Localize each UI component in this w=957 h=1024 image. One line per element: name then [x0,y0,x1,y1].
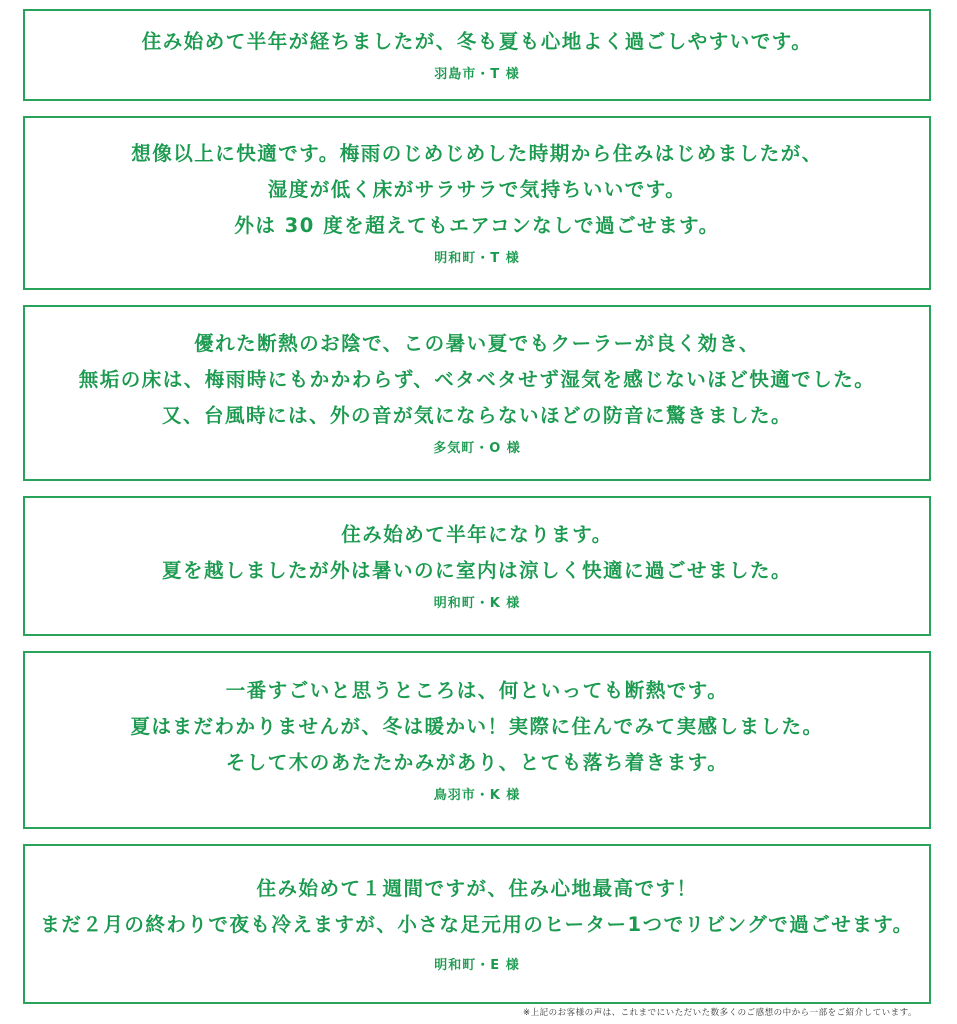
testimonial-line: そして木のあたたかみがあり、とても落ち着きます。 [225,751,729,774]
testimonial-line: 湿度が低く床がサラサラで気持ちいいです。 [267,178,687,201]
testimonial-line: 外は 30 度を超えてもエアコンなしで過ごせます。 [234,214,720,237]
testimonial-line: 住み始めて１週間ですが、住み心地最高です！ [256,877,698,900]
testimonial-lines [142,24,812,60]
testimonial-card-6 [23,844,931,1004]
testimonial-line: 又、台風時には、外の音が気にならないほどの防音に驚きました。 [161,404,792,427]
testimonial-line: まだ２月の終わりで夜も冷えますが、小さな足元用のヒーター1つでリビングで過ごせます。 [40,913,914,936]
testimonial-author: 鳥羽市・K 様 [433,788,521,803]
testimonial-card-4 [23,496,931,636]
footnote: ※上記のお客様の声は、これまでにいただいた数多くのご感想の中から一部をご紹介しています。 [523,1008,917,1018]
testimonial-line: 住み始めて半年が経ちましたが、冬も夏も心地よく過ごしやすいです。 [141,30,813,53]
testimonial-card-1 [23,9,931,101]
testimonial-line: 夏を越しましたが外は暑いのに室内は涼しく快適に過ごせました。 [161,559,792,582]
testimonial-card-5 [23,651,931,829]
testimonial-author: 明和町・K 様 [433,596,521,611]
testimonial-line: 一番すごいと思うところは、何といっても断熱です。 [225,679,729,702]
testimonial-lines [79,326,875,434]
testimonial-line: 無垢の床は、梅雨時にもかかわらず、ベタベタせず湿気を感じないほど快適でした。 [78,368,876,391]
testimonial-lines [40,871,913,943]
testimonial-line: 想像以上に快適です。梅雨のじめじめした時期から住みはじめましたが、 [131,142,823,165]
testimonial-line: 夏はまだわかりませんが、冬は暖かい！実際に住んでみて実感しました。 [130,715,824,738]
testimonial-lines [162,517,792,589]
testimonial-author: 明和町・T 様 [434,251,520,266]
testimonial-lines [131,136,822,244]
testimonial-author: 羽島市・T 様 [434,67,520,82]
testimonial-author: 明和町・E 様 [434,958,520,973]
testimonial-line: 優れた断熱のお陰で、この暑い夏でもクーラーが良く効き、 [194,332,760,355]
testimonial-line: 住み始めて半年になります。 [341,523,613,546]
testimonial-author: 多気町・O 様 [433,441,521,456]
testimonial-card-2 [23,116,931,290]
testimonial-card-3 [23,305,931,481]
testimonial-lines [130,673,823,781]
